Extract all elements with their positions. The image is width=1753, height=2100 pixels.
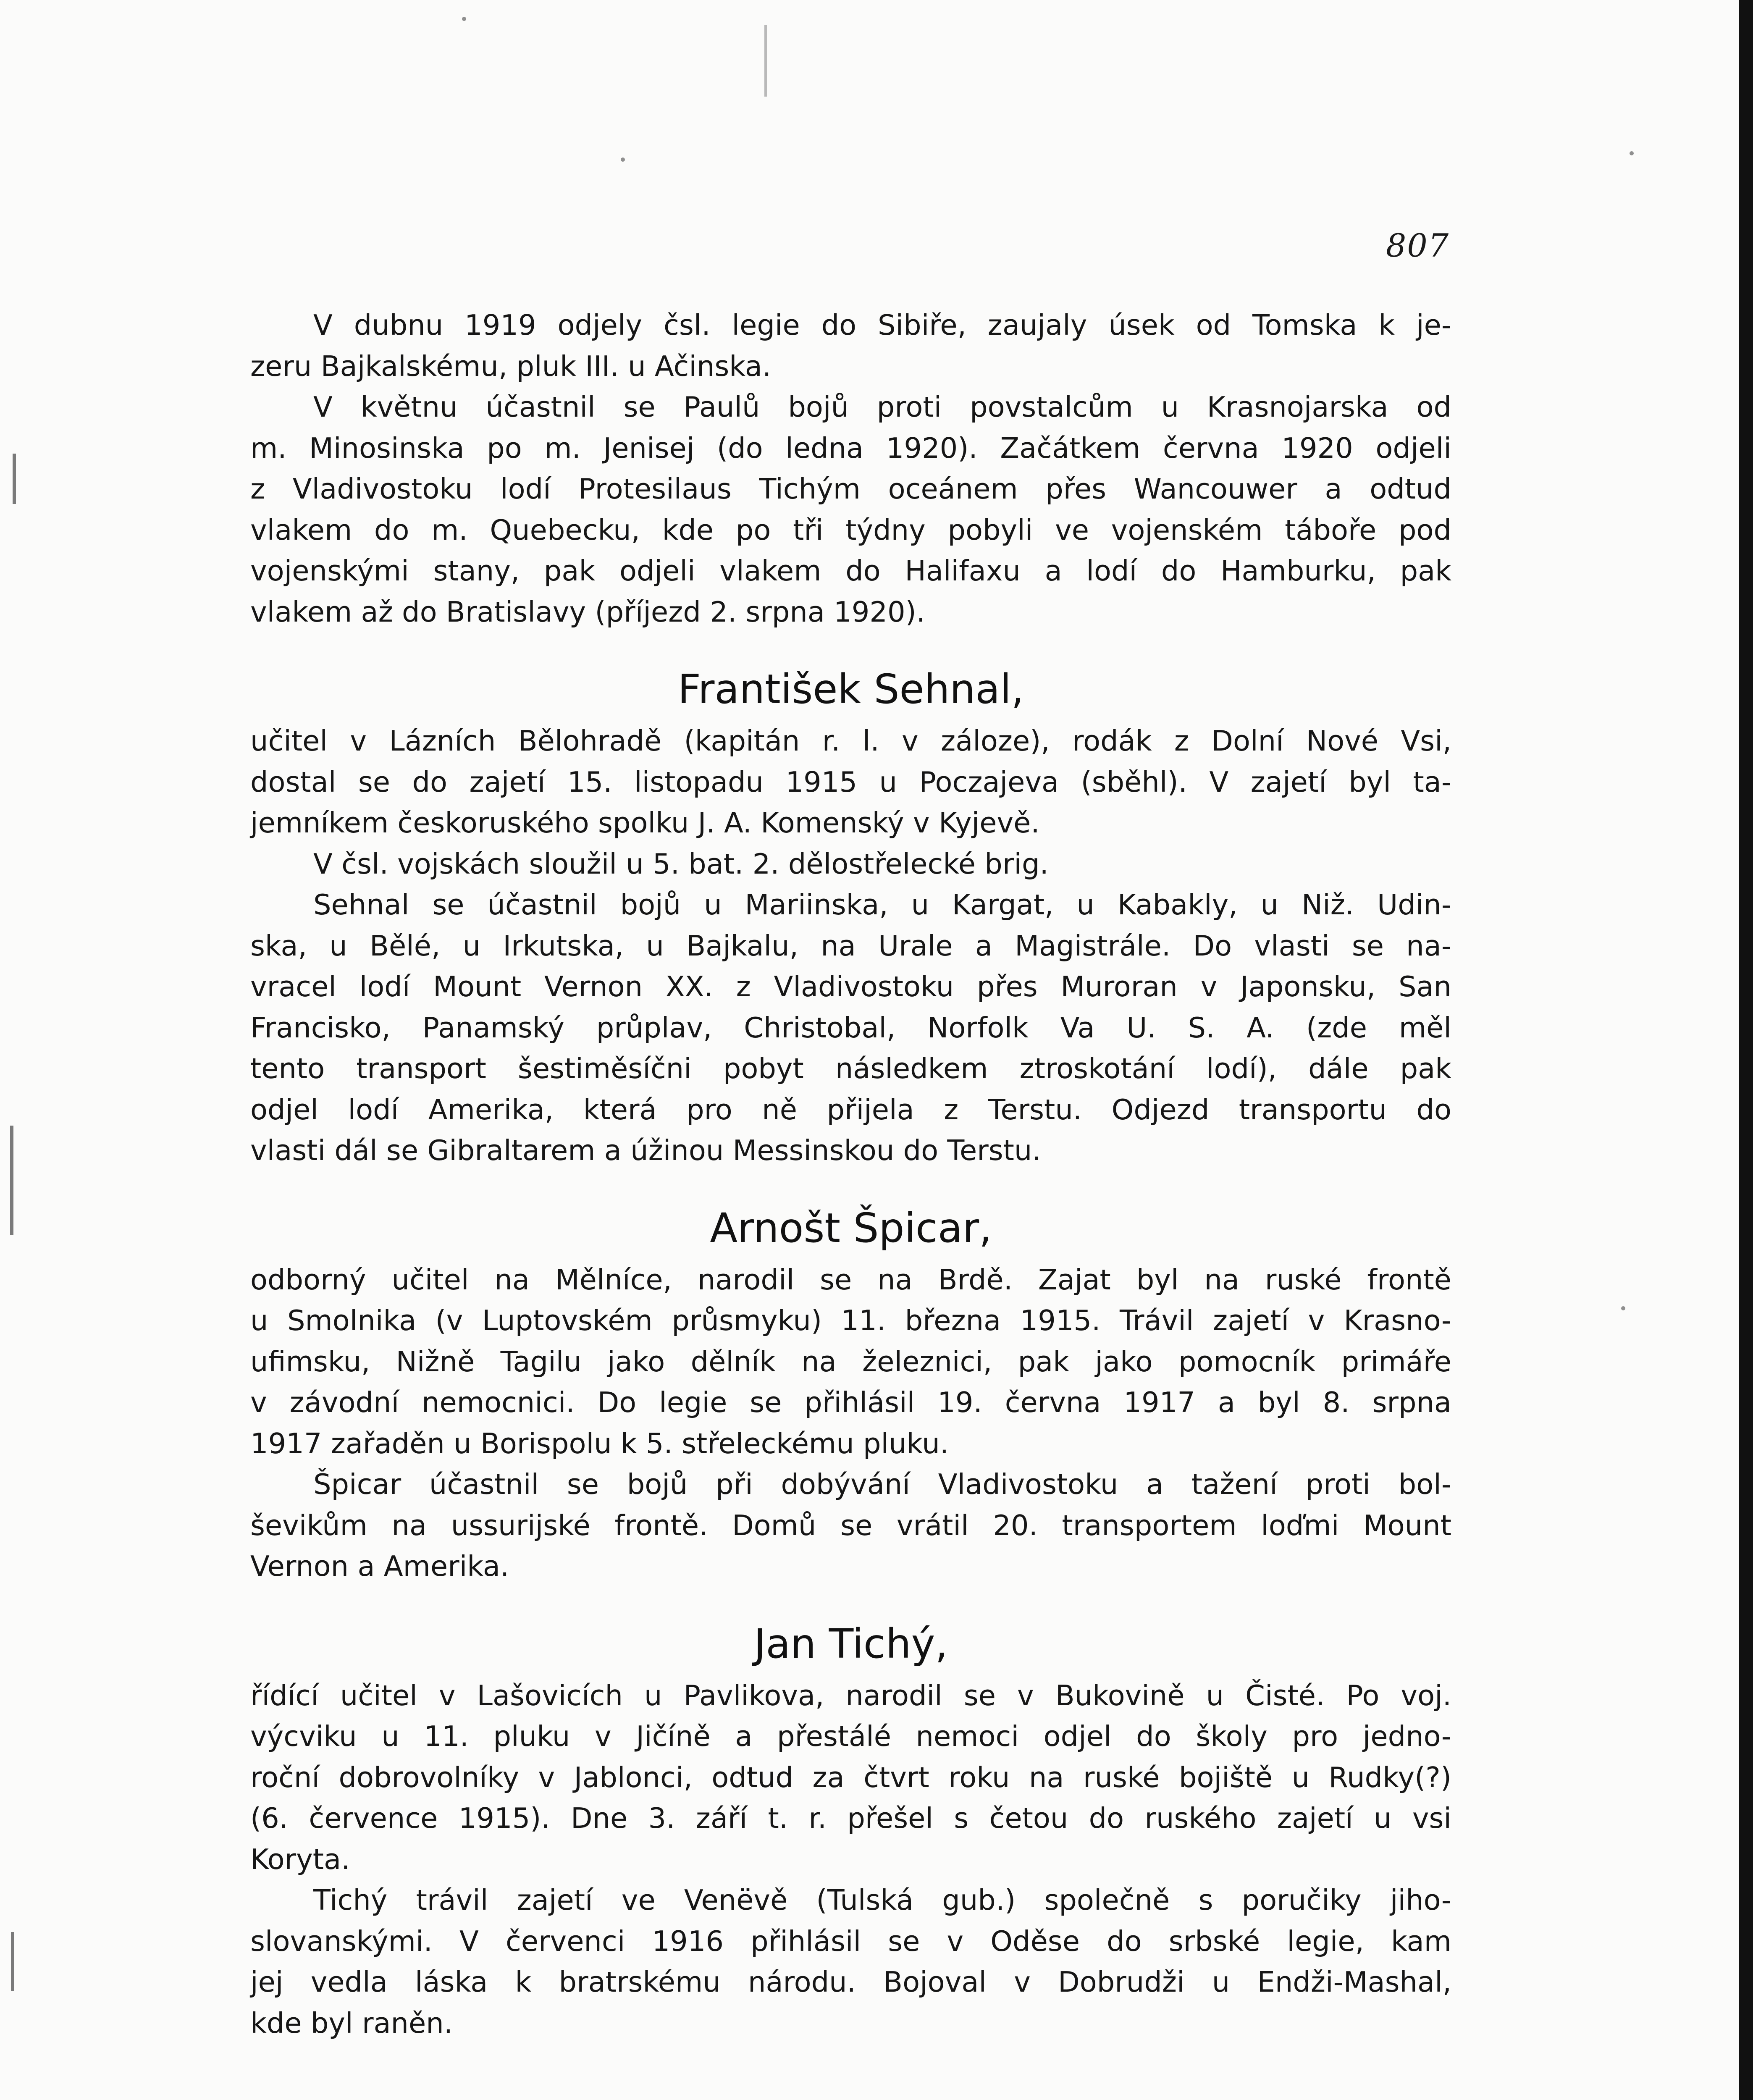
text-line: výcviku u 11. pluku v Jičíně a přestálé nemoci odjel do školy pro jedno- — [250, 1720, 1451, 1753]
text-line: vracel lodí Mount Vernon XX. z Vladivostoku přes Muroran v Japonsku, San — [250, 970, 1451, 1003]
text-line: ska, u Bělé, u Irkutska, u Bajkalu, na Urale a Magistrále. Do vlasti se na- — [250, 929, 1451, 962]
section-gap — [250, 1171, 1451, 1192]
scan-speck — [1630, 151, 1634, 155]
text-line: dostal se do zajetí 15. listopadu 1915 u Poczajeva (sběhl). V zajetí byl ta- — [250, 765, 1451, 798]
text-line: Špicar účastnil se bojů při dobývání Vladivostoku a tažení proti bol- — [313, 1468, 1451, 1501]
page-number: 807 — [1386, 227, 1450, 264]
text-line: (6. července 1915). Dne 3. září t. r. přešel s četou do ruského zajetí u vsi — [250, 1802, 1451, 1835]
text-line: tento transport šestiměsíčni pobyt následkem ztroskotání lodí), dále pak — [250, 1052, 1451, 1085]
text-line: vlakem až do Bratislavy (příjezd 2. srpna 1920). — [250, 595, 926, 628]
paragraph — [250, 1675, 1451, 1880]
text-line: 1917 zařaděn u Borispolu k 5. střeleckému pluku. — [250, 1427, 949, 1460]
paragraph — [250, 844, 1451, 885]
text-line: řídící učitel v Lašovicích u Pavlikova, narodil se v Bukovině u Čisté. Po voj. — [250, 1679, 1451, 1712]
scan-mark-left — [10, 1126, 13, 1235]
scan-speck — [462, 17, 466, 21]
text-line: Koryta. — [250, 1843, 350, 1876]
text-line: roční dobrovolníky v Jablonci, odtud za čtvrt roku na ruské bojiště u Rudky(?) — [250, 1761, 1451, 1794]
scan-speck — [1621, 1306, 1625, 1310]
text-line: Sehnal se účastnil bojů u Mariinska, u Kargat, u Kabakly, u Niž. Udin- — [313, 888, 1451, 921]
text-line: v závodní nemocnici. Do legie se přihlásil 19. června 1917 a byl 8. srpna — [250, 1386, 1451, 1419]
paragraph — [250, 1880, 1451, 2044]
text-line: m. Minosinska po m. Jenisej (do ledna 1920). Začátkem června 1920 odjeli — [250, 431, 1451, 465]
paragraph — [250, 305, 1451, 387]
scan-speck — [621, 158, 625, 162]
section — [250, 305, 1451, 633]
text-line: učitel v Lázních Bělohradě (kapitán r. l. v záloze), rodák z Dolní Nové Vsi, — [250, 724, 1451, 757]
text-line: Tichý trávil zajetí ve Venëvě (Tulská gub.) společně s poručiky jiho- — [313, 1884, 1451, 1916]
scan-mark-left — [11, 1932, 14, 1991]
text-line: u Smolnika (v Luptovském průsmyku) 11. března 1915. Trávil zajetí v Krasno- — [250, 1304, 1451, 1337]
text-line: jemníkem českoruského spolku J. A. Komenský v Kyjevě. — [250, 806, 1040, 839]
section-gap — [250, 633, 1451, 654]
text-line: ševikům na ussurijské frontě. Domů se vrátil 20. transportem loďmi Mount — [250, 1509, 1451, 1542]
text-line: zeru Bajkalskému, pluk III. u Ačinska. — [250, 349, 772, 383]
section-gap — [250, 1587, 1451, 1608]
text-line: V dubnu 1919 odjely čsl. legie do Sibiře, zaujaly úsek od Tomska k je- — [313, 309, 1451, 341]
text-line: vlasti dál se Gibraltarem a úžinou Messinskou do Terstu. — [250, 1134, 1041, 1167]
scan-edge-right — [1739, 0, 1753, 2100]
text-line: vojenskými stany, pak odjeli vlakem do Halifaxu a lodí do Hamburku, pak — [250, 554, 1451, 587]
section — [250, 1587, 1451, 2044]
text-line: kde byl raněn. — [250, 2006, 453, 2040]
scan-mark-left — [13, 454, 16, 504]
text-line: odjel lodí Amerika, která pro ně přijela z Terstu. Odjezd transportu do — [250, 1093, 1451, 1126]
person-heading: Arnošt Špicar, — [710, 1204, 992, 1252]
text-line: V čsl. vojskách sloužil u 5. bat. 2. dělostřelecké brig. — [313, 847, 1049, 880]
person-heading: František Sehnal, — [677, 666, 1024, 713]
paragraph — [250, 387, 1451, 633]
text-line: vlakem do m. Quebecku, kde po tři týdny pobyli ve vojenském táboře pod — [250, 513, 1451, 546]
text-line: z Vladivostoku lodí Protesilaus Tichým oceánem přes Wancouwer a odtud — [250, 472, 1451, 505]
text-line: odborný učitel na Mělníce, narodil se na Brdě. Zajat byl na ruské frontě — [250, 1263, 1451, 1296]
text-line: ufimsku, Nižně Tagilu jako dělník na železnici, pak jako pomocník primáře — [250, 1345, 1451, 1378]
paragraph — [250, 885, 1451, 1171]
text-line: Vernon a Amerika. — [250, 1550, 509, 1583]
scan-mark-top — [764, 25, 767, 97]
paragraph — [250, 1260, 1451, 1465]
paragraph — [250, 721, 1451, 844]
section — [250, 633, 1451, 1171]
section — [250, 1171, 1451, 1587]
text-line: jej vedla láska k bratrskému národu. Bojoval v Dobrudži u Endži-Mashal, — [250, 1966, 1451, 1998]
person-heading: Jan Tichý, — [754, 1620, 948, 1667]
text-line: V květnu účastnil se Paulů bojů proti povstalcům u Krasnojarska od — [313, 391, 1451, 423]
text-line: slovanskými. V červenci 1916 přihlásil se v Oděse do srbské legie, kam — [250, 1924, 1451, 1958]
document-body — [250, 305, 1451, 2044]
text-line: Francisko, Panamský průplav, Christobal, Norfolk Va U. S. A. (zde měl — [250, 1011, 1451, 1044]
paragraph — [250, 1464, 1451, 1587]
